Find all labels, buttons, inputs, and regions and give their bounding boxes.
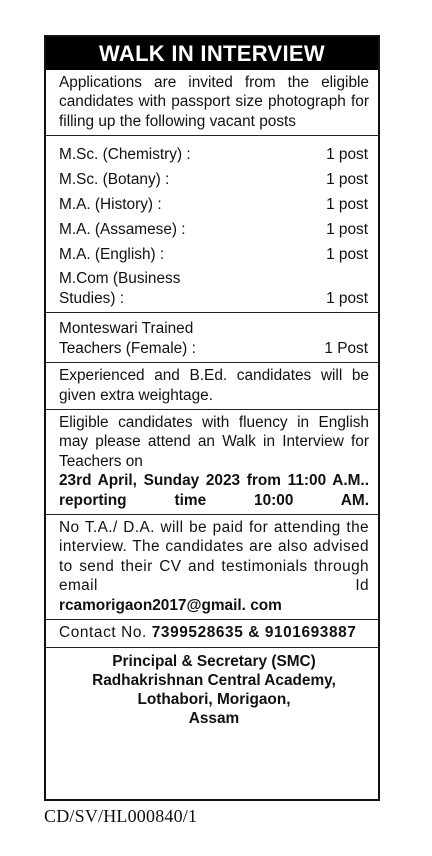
divider	[46, 312, 378, 313]
post-count: 1 post	[326, 220, 368, 238]
email-address: rcamorigaon2017@gmail. com	[59, 596, 282, 614]
post-name: M.A. (English) :	[59, 245, 165, 263]
ad-title: WALK IN INTERVIEW	[46, 37, 378, 70]
divider	[46, 409, 378, 410]
footer-code: CD/SV/HL000840/1	[44, 806, 198, 826]
divider	[46, 647, 378, 648]
signature-line: Principal & Secretary (SMC)	[112, 652, 316, 670]
post-count: 1 post	[326, 195, 368, 213]
post-count: 1 post	[326, 289, 368, 307]
no-ta-paragraph: No T.A./ D.A. will be paid for attending the interview. The candidates are also advised to send their CV and testimonials through email Id	[59, 519, 369, 595]
post-count: 1 post	[326, 145, 368, 163]
contact-numbers: 7399528635 & 9101693887	[151, 624, 357, 642]
intro-paragraph: Applications are invited from the eligible candidates with passport size photograph for filling up the following vacant posts	[59, 74, 369, 130]
divider	[46, 514, 378, 515]
divider	[46, 619, 378, 620]
divider	[46, 135, 378, 136]
post-name: M.A. (History) :	[59, 195, 162, 213]
signature-line: Lothabori, Morigaon,	[137, 690, 291, 708]
signature-line: Radhakrishnan Central Academy,	[92, 671, 336, 689]
post-name: M.Sc. (Chemistry) :	[59, 145, 191, 163]
post-row	[59, 264, 369, 308]
divider	[46, 362, 378, 363]
contact-paragraph	[59, 623, 369, 642]
weightage-paragraph: Experienced and B.Ed. candidates will be given extra weightage.	[59, 367, 369, 404]
post-row	[59, 189, 369, 214]
post-name: M.A. (Assamese) :	[59, 220, 186, 238]
signature-block	[59, 652, 369, 728]
post-name: Monteswari Trained Teachers (Female) :	[59, 320, 196, 357]
post-row	[59, 239, 369, 264]
post-name: M.Sc. (Botany) :	[59, 170, 170, 188]
post-count: 1 post	[326, 245, 368, 263]
ad-content	[46, 70, 378, 728]
post-row	[59, 214, 369, 239]
post-row	[59, 139, 369, 164]
post-row	[59, 164, 369, 189]
post-count: 1 post	[326, 170, 368, 188]
posts-list	[59, 139, 369, 358]
advertisement-box	[44, 35, 380, 801]
post-name: M.Com (Business Studies) :	[59, 270, 181, 307]
contact-label: Contact No.	[59, 624, 147, 642]
walkin-paragraph: Eligible candidates with fluency in English may please attend an Walk in Interview for Teachers on	[59, 414, 369, 470]
walkin-date: 23rd April, Sunday 2023 from 11:00 A.M.. reporting time 10:00 AM.	[59, 472, 369, 509]
post-count: 1 Post	[324, 339, 368, 357]
post-row	[59, 314, 369, 358]
signature-line: Assam	[188, 709, 240, 727]
